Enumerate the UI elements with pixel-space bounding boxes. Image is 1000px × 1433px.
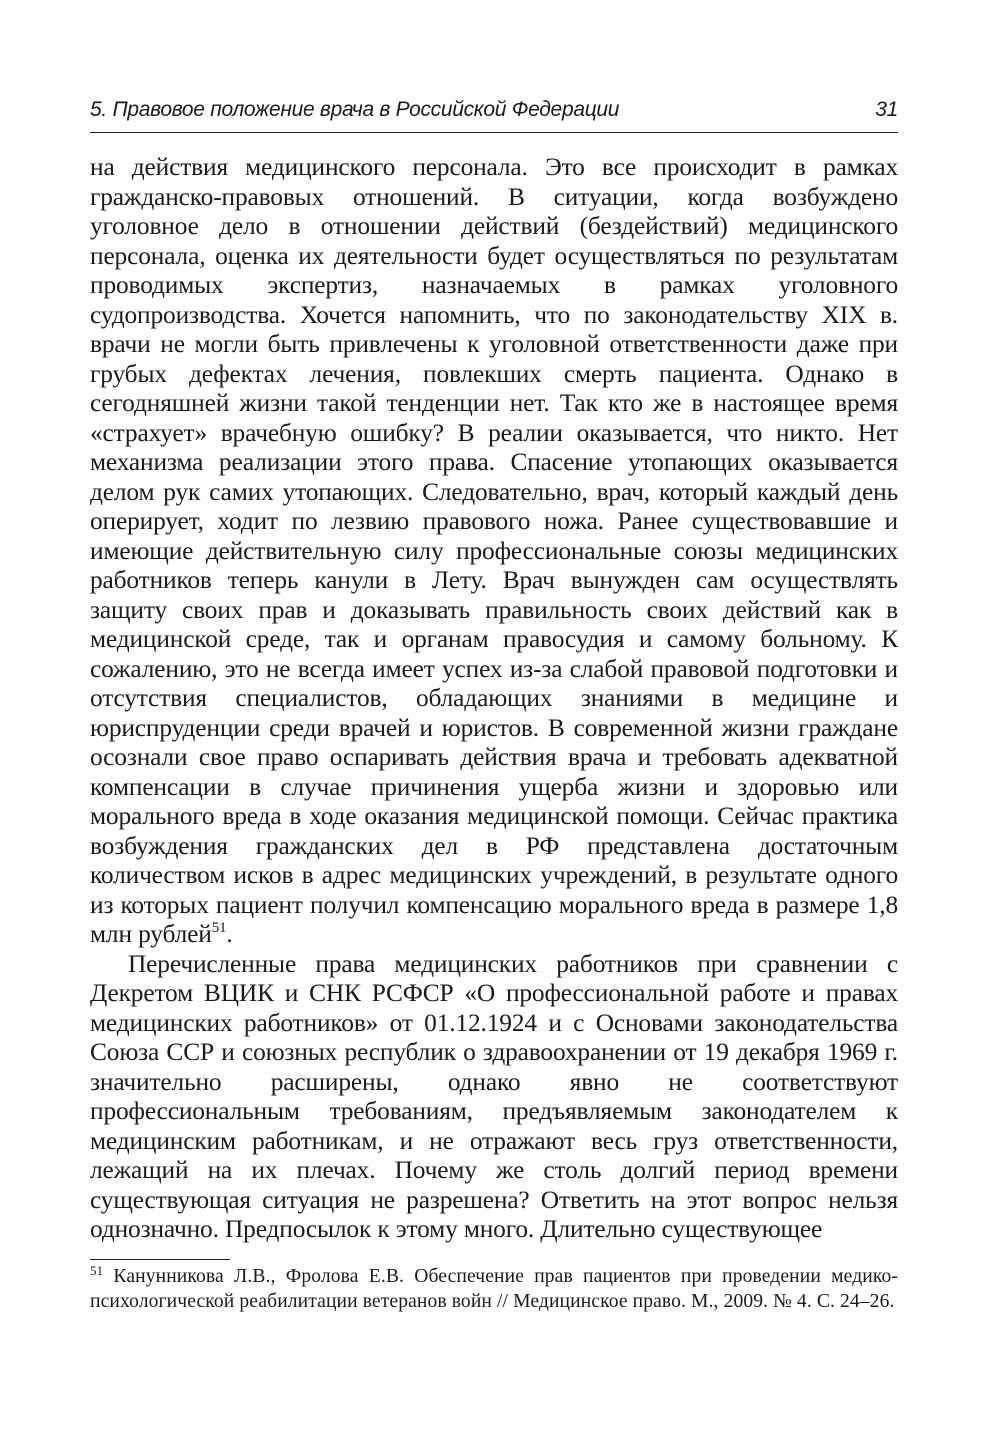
main-text — [90, 153, 898, 1245]
book-page — [90, 96, 898, 1314]
paragraph-2: Перечисленные права медицинских работников при сравнении с Декретом ВЦИК и СНК РСФСР «О профессиональной работе и правах медицинских работников» от 01.12.1924 и с Основами законодательства Союза ССР и союзных республик о здравоохранении от 19 декабря 1969 г. значительно расширены, однако явно не соответствуют профессиональным требованиям, предъявляемым законодателем к медицинским работникам, и не отражают весь груз ответственности, лежащий на их плечах. Почему же столь долгий период времени существующая ситуация не разрешена? Ответить на этот вопрос нельзя однозначно. Предпосылок к этому много. Длительно существующее — [90, 949, 898, 1243]
footnote-number: 51 — [90, 1262, 104, 1278]
page-number: 31 — [875, 98, 898, 121]
paragraph-1 — [90, 153, 898, 950]
footnote-divider — [90, 1259, 230, 1260]
running-header — [90, 96, 898, 133]
paragraph-1-end: . — [226, 920, 233, 948]
chapter-title: 5. Правовое положение врача в Российской Федерации — [90, 98, 620, 121]
footnote-reference[interactable]: 51 — [211, 920, 227, 936]
footnote-text: Канунникова Л.В., Фролова Е.В. Обеспечение прав пациентов при проведении медико-психологической реабилитации ветеранов войн // Медицинское право. М., 2009. № 4. С. 24–26. — [90, 1265, 898, 1312]
paragraph-1-text: на действия медицинского персонала. Это все происходит в рамках гражданско-правовых отношений. В ситуации, когда возбуждено уголовное дело в отношении действий (бездействий) медицинского персонала, оценка их деятельности будет осуществляться по результатам проводимых экспертиз, назначаемых в рамках уголовного судопроизводства. Хочется напомнить, что по законодательству XIX в. врачи не могли быть привлечены к уголовной ответственности даже при грубых дефектах лечения, повлекших смерть пациента. Однако в сегодняшней жизни такой тенденции нет. Так кто же в настоящее время «страхует» врачебную ошибку? В реалии оказывается, что никто. Нет механизма реализации этого права. Спасение утопающих оказывается делом рук самих утопающих. Следовательно, врач, который каждый день оперирует, ходит по лезвию правового ножа. Ранее существовавшие и имеющие действительную силу профессиональные союзы медицинских работников теперь канули в Лету. Врач вынужден сам осуществлять защиту своих прав и доказывать правильность своих действий как в медицинской среде, так и органам правосудия и самому больному. К сожалению, это не всегда имеет успех из-за слабой правовой подготовки и отсутствия специалистов, обладающих знаниями в медицине и юриспруденции среди врачей и юристов. В современной жизни граждане осознали свое право оспаривать действия врача и требовать адекватной компенсации в случае причинения ущерба жизни и здоровью или морального вреда в ходе оказания медицинской помощи. Сейчас практика возбуждения гражданских дел в РФ представлена достаточным количеством исков в адрес медицинских учреждений, в результате одного из которых пациент получил компенсацию морального вреда в размере 1,8 млн рублей — [90, 153, 898, 948]
footnote — [90, 1264, 898, 1314]
